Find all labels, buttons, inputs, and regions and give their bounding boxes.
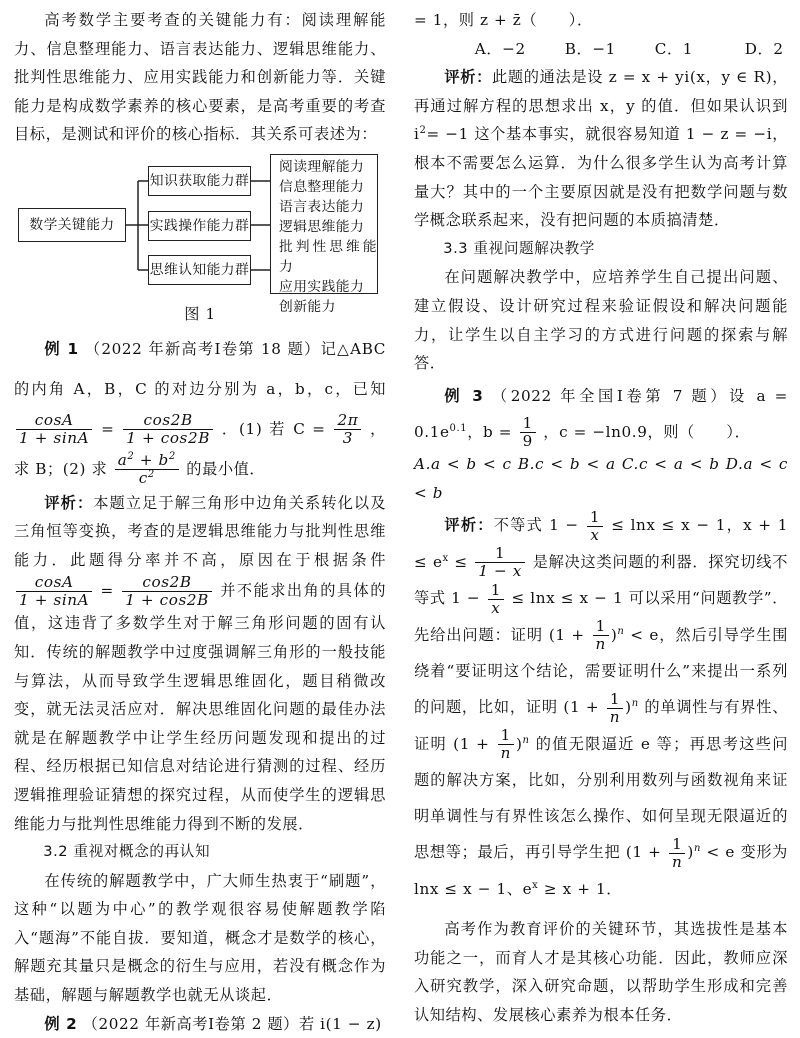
ability-item: 创新能力 [279,298,336,315]
ability-item: 语言表达能力 [279,198,365,215]
analysis-3-text-h: ) [625,698,632,717]
fraction-1-over-n: $\frac{1}{n}$ [593,618,609,653]
example-1: 例 1 （2022 年新高考Ⅰ卷第 18 题）记△ABC 的内角 A，B，C 的对边分别为 a，b，c，已知 $\frac{\cos A}{1 + \sin A}$ = $\frac{\cos 2B}{1 + \cos 2B}$ ．(1) 若 C = $\frac{2\pi}{3}$ ，求 B；(2) 求 $\frac{a^2 + b^2}{c^2}$ 的最小值． [14,339,387,488]
ability-item: 批判性思维能力 [279,238,377,275]
example-3-options: A.a < b < c B.c < b < a C.c < a < b D.a < c < b [414,455,788,502]
example-3-text-a: （2022 年全国Ⅰ卷第 7 题）设 a = 0.1e [414,386,788,441]
fraction-1-over-n-2: $\frac{1}{n}$ [607,691,623,726]
fraction-a2-plus-b2-over-c2: $\frac{a^2 + b^2}{c^2}$ [115,452,179,487]
fraction-cos2B-over-1-plus-cos2B: $\frac{\cos 2B}{1 + \cos 2B}$ [123,412,213,447]
analysis-1-text-b: 并不能求出角的具体的值，这违背了多数学生对于解三角形问题的固有认知．传统的解题教学中过度强调解三角形的一般技能与算法，从而导致学生逻辑思维固化，题目稍微改变，就无法灵活应对．解决思维固化问题的最佳办法就是在解题教学中让学生经历问题发现和提出的过程、经历根据已知信息对结论进行猜测的过程、经历逻辑推理验证猜想的探究过程，从而使学生的逻辑思维能力与批判性思维能力得到不断的发展． [14,581,386,833]
example-2-text-a: （2022 年新高考Ⅰ卷第 2 题）若 i(1 − z) [82,1014,382,1033]
figure-caption: 图 1 [184,304,216,323]
option-c: C．1 [654,39,694,58]
example-2-options [414,35,788,64]
group-node-thinking: 思维认知能力群 [148,255,251,285]
option-a: A．−2 [474,39,526,58]
fraction-cosA-over-1-plus-sinA: $\frac{\cos A}{1 + \sin A}$ [16,412,92,447]
fraction-1-over-x-2: $\frac{1}{x}$ [488,582,504,617]
analysis-3-text-l: ) [687,843,694,862]
analysis-2-text-a: 此题的通法是设 z = x + yi(x，y ∈ R)，再通过解方程的思想求出 x，y 的值．但如果认识到 i [414,68,788,144]
analysis-1-label: 评析： [44,493,94,512]
example-2-start [14,1010,386,1038]
fraction-cosA-over-1-plus-sinA-2: $\frac{\cos A}{1 + \sin A}$ [16,574,92,609]
analysis-3-label: 评析： [444,516,494,535]
ability-item: 阅读理解能力 [279,158,365,175]
abilities-node [270,154,378,315]
example-1-text-c: ，求 B；(2) 求 [14,419,386,478]
section-3-2-heading: 3.2 重视对概念的再认知 [43,843,211,861]
ability-item: 逻辑思维能力 [279,218,365,235]
root-node: 数学关键能力 [18,208,126,242]
example-3-text-c: ，c = −ln0.9，则（ ）． [543,422,751,441]
example-3-label: 例 3 [444,386,484,405]
right-column [414,6,788,1029]
example-1-label: 例 1 [44,339,79,358]
example-3: 例 3 （2022 年全国Ⅰ卷第 7 题）设 $a = 0.1e^{0.1}$，b = $\frac{1}{9}$ ，c = −ln0.9，则（ ）． [414,386,788,451]
fraction-1-over-n-3: $\frac{1}{n}$ [498,727,514,762]
intro-paragraph: 高考数学主要考查的关键能力有：阅读理解能力、信息整理能力、语言表达能力、逻辑思维能力、批判性思维能力、应用实践能力和创新能力等．关键能力是构成数学素养的核心要素，是高考重要的考查目标，是测试和评价的核心指标．其关系可表述为： [14,11,386,144]
analysis-3-text-n: ≥ x + 1． [543,879,623,898]
fraction-2pi-over-3: $\frac{2\pi}{3}$ [334,412,361,447]
group-node-knowledge: 知识获取能力群 [148,166,251,196]
analysis-3-text-k: 的值无限逼近 e 等；再思考这些问题的解决方案，比如，分别利用数列与函数视角来证明单调性与有界性该怎么操作、如何呈现无限逼近的思想等；最后，再引导学生把 (1 + [414,734,789,862]
section-3-3-paragraph: 在问题解决教学中，应培养学生自己提出问题、建立假设、设计研究过程来验证假设和解决问题能力，让学生以自主学习的方式进行问题的探索与解答． [414,268,788,373]
analysis-1: 评析：本题立足于解三角形中边角关系转化以及三角恒等变换，考查的是逻辑思维能力与批判性思维能力．此题得分率并不高，原因在于根据条件 $\frac{\cos A}{1 + \sin A}$ = $\frac{\cos 2B}{1 + \cos 2B}$ 并不能求出角的具体的值，这违背了多数学生对于解三角形问题的固有认知．传统的解题教学中过度强调解三角形的一般技能与算法，从而导致学生逻辑思维固化，题目稍微改变，就无法灵活应对．解决思维固化问题的最佳办法就是在解题教学中让学生经历问题发现和提出的过程、经历根据已知信息对结论进行猜测的过程、经历逻辑推理验证猜想的探究过程，从而使学生的逻辑思维能力与批判性思维能力得到不断的发展． [14,493,386,833]
option-b: B．−1 [564,39,616,58]
example-2-continued: = 1，则 z + z̄（ ）． [414,11,593,29]
fraction-1-over-n-4: $\frac{1}{n}$ [669,836,685,871]
analysis-3-text-b: ≤ lnx ≤ x − 1，x + 1 ≤ e [414,516,788,571]
fraction-1-over-9: $\frac{1}{9}$ [520,415,536,450]
example-2-label: 例 2 [44,1014,78,1033]
analysis-3: 评析：不等式 1 − $\frac{1}{x}$ ≤ lnx ≤ x − 1，$x + 1 \le e^x$ ≤ $\frac{1}{1 - x}$ 是解决这类问题的利器．探究切线不等式 1 − $\frac{1}{x}$ ≤ lnx ≤ x − 1 可以采用“问题教学”．先给出问题：证明 (1 + $\frac{1}{n}$ )$^n$ < e，然后引导学生围绕着“要证明这个结论，需要证明什么”来提出一系列的问题，比如，证明 (1 + $\frac{1}{n}$ )$^n$ 的单调性与有界性、证明 (1 + $\frac{1}{n}$ )$^n$ 的值无限逼近 e 等；再思考这些问题的解决方案，比如，分别利用数列与函数视角来证明单调性与有界性该怎么操作、如何呈现无限逼近的思想等；最后，再引导学生把 (1 + $\frac{1}{n}$ )$^n$ < e 变形为 lnx ≤ x − 1、$e^x \ge x + 1$． [414,507,789,898]
example-1-text-a: （2022 年新高考Ⅰ卷第 18 题）记△ABC 的内角 A，B，C 的对边分别为 a，b，c，已知 [14,339,387,398]
section-3-2-paragraph: 在传统的解题教学中，广大师生热衷于“刷题”，这种“以题为中心”的教学观很容易使解题教学陷入“题海”不能自拔．要知道，概念才是数学的核心，解题充其量只是概念的衍生与应用，若没有概念作为基础，解题与解题教学也就无从谈起． [14,871,386,1005]
analysis-3-text-m: < e 变形为 lnx ≤ x − 1、e [414,843,788,898]
example-1-text-b: ．(1) 若 C = [221,419,326,438]
left-column [14,6,386,1038]
example-1-text-d: 的最小值． [186,459,266,478]
fraction-cos2B-over-1-plus-cos2B-2: $\frac{\cos 2B}{1 + \cos 2B}$ [122,574,212,609]
example-3-text-b: ，b = [467,422,513,441]
analysis-2-text-b: = −1 这个基本事实，就很容易知道 1 − z = −i，根本不需要怎么运算．为什么很多学生认为高考计算量大？其中的一个主要原因就是没有把数学问题与数学概念联系起来，没有把问题的本质搞清楚． [414,125,788,230]
ability-item: 信息整理能力 [279,178,365,195]
fraction-1-over-x: $\frac{1}{x}$ [587,509,603,544]
analysis-3-text-j: ) [515,734,523,753]
analysis-3-text-a: 不等式 1 − [493,516,579,535]
group-node-practice: 实践操作能力群 [148,211,251,241]
analysis-3-text-i: 的单调性与有界性、证明 (1 + [414,698,788,753]
fraction-1-over-1-minus-x: $\frac{1}{1 - x}$ [475,545,525,580]
section-3-3-heading: 3.3 重视问题解决教学 [443,239,595,257]
analysis-3-text-f: ) [610,625,618,644]
conclusion-paragraph: 高考作为教育评价的关键环节，其选拔性是基本功能之一，而育人才是其核心功能．因此，教师应深入研究教学，深入研究命题，以帮助学生形成和完善认知结构、发展核心素养为根本任务． [414,919,788,1024]
analysis-3-text-d: 是解决这类问题的利器．探究切线不等式 1 − [414,552,788,608]
analysis-1-text-a: 本题立足于解三角形中边角关系转化以及三角恒等变换，考查的是逻辑思维能力与批判性思维能力．此题得分率并不高，原因在于根据条件 [14,493,386,569]
option-d: D．2 [744,39,784,58]
analysis-2: 评析：此题的通法是设 z = x + yi(x，y ∈ R)，再通过解方程的思想求出 x，y 的值．但如果认识到 $i^2= -1$ 这个基本事实，就很容易知道 1 − z = −i，根本不需要怎么运算．为什么很多学生认为高考计算量大？其中的一个主要原因就是没有把数学问题与数学概念联系起来，没有把问题的本质搞清楚． [414,68,788,230]
analysis-3-text-e: ≤ lnx ≤ x − 1 可以采用“问题教学”．先给出问题：证明 (1 + [414,589,788,644]
analysis-3-text-g: < e，然后引导学生围绕着“要证明这个结论，需要证明什么”来提出一系列的问题，比如，证明 (1 + [414,625,788,717]
analysis-2-label: 评析： [444,68,493,87]
analysis-3-text-c: ≤ [454,552,468,571]
ability-item: 应用实践能力 [279,278,365,295]
